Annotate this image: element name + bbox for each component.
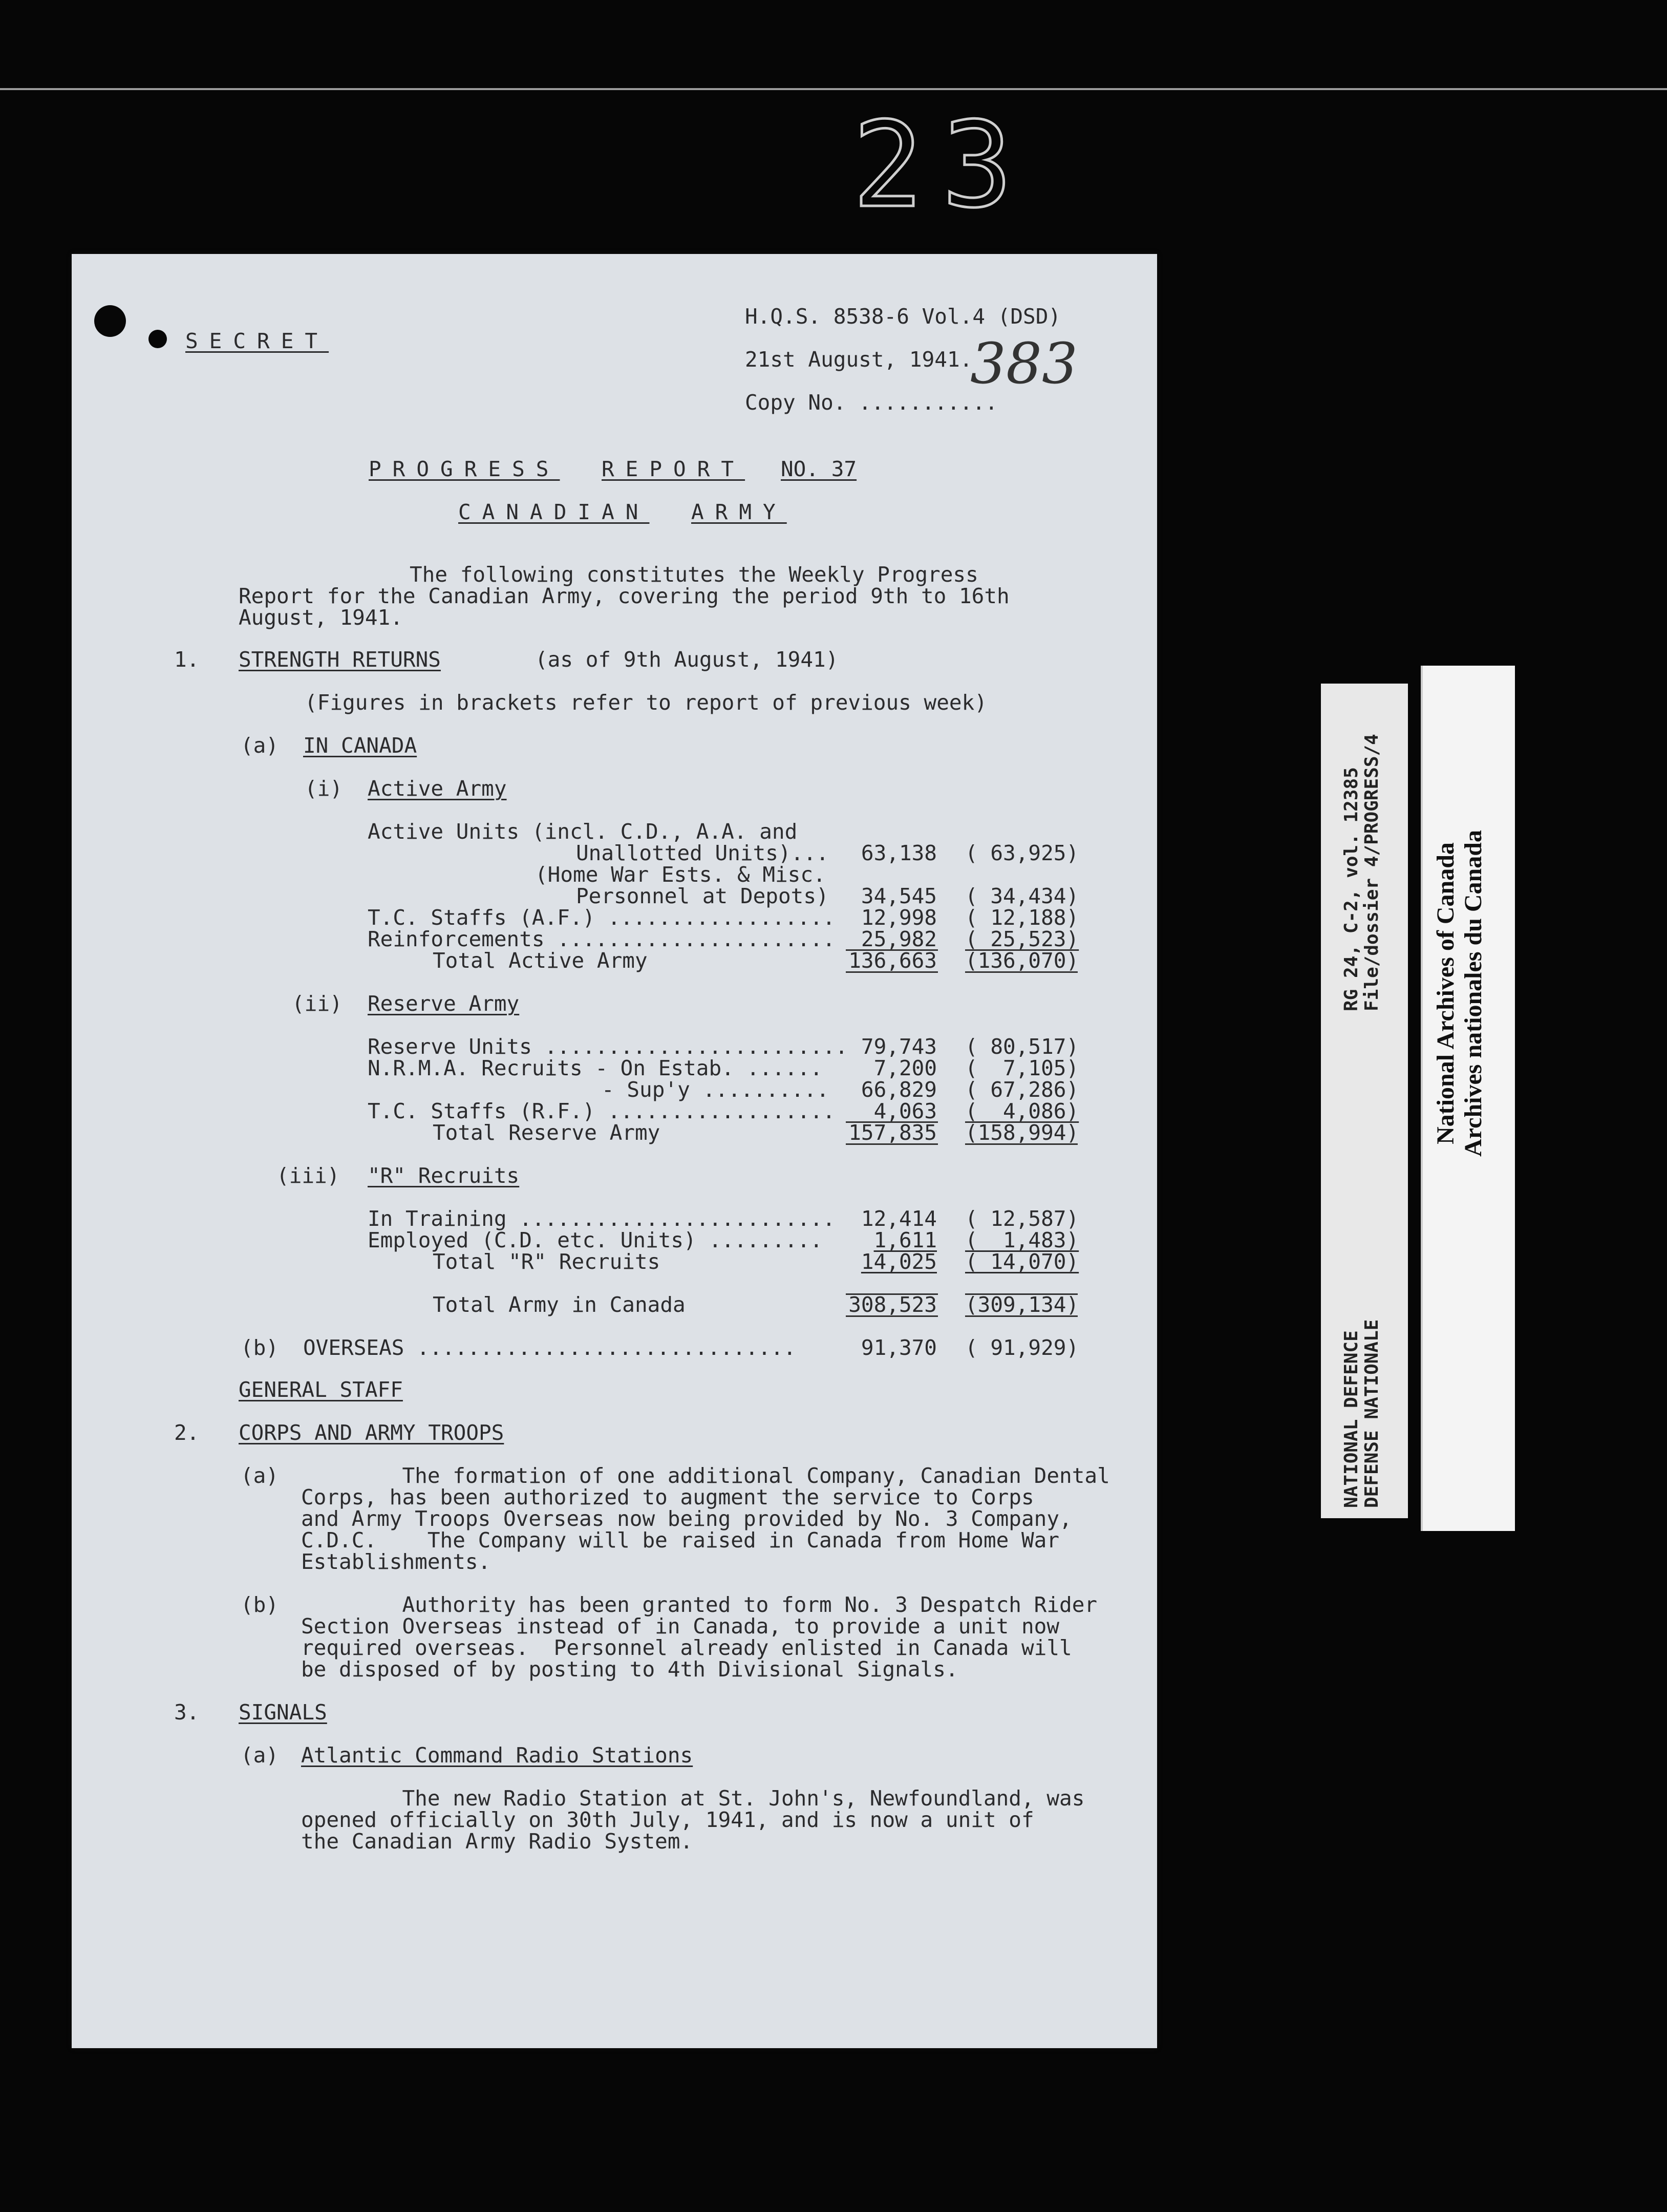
frame-number: 23	[852, 97, 1031, 234]
para-line: opened officially on 30th July, 1941, and is now a unit of	[301, 1807, 1034, 1832]
para-line: Establishments.	[301, 1549, 491, 1574]
row-value: 12,414	[861, 1206, 937, 1231]
total-prev: (158,994)	[965, 1120, 1079, 1145]
report-date: 21st August, 1941.	[745, 347, 973, 372]
total-prev: ( 14,070)	[965, 1249, 1079, 1274]
para-title: Atlantic Command Radio Stations	[301, 1743, 693, 1768]
grand-total-label: Total Army in Canada	[433, 1292, 686, 1317]
row-label: T.C. Staffs (A.F.) ..................	[368, 905, 836, 930]
subsection-title: IN CANADA	[303, 733, 417, 758]
section-number: 2.	[174, 1420, 200, 1445]
row-label: Personnel at Depots)	[576, 884, 829, 908]
overseas-prev: ( 91,929)	[965, 1335, 1079, 1360]
total-value: 14,025	[861, 1249, 937, 1274]
group-title: Active Army	[368, 776, 507, 801]
title-number: NO. 37	[781, 457, 857, 481]
para-line: and Army Troops Overseas now being provided by No. 3 Company,	[301, 1506, 1072, 1531]
row-prev: ( 12,188)	[965, 905, 1079, 930]
total-label: Total Active Army	[433, 948, 648, 973]
row-prev: ( 80,517)	[965, 1034, 1079, 1059]
as-of-date: (as of 9th August, 1941)	[535, 647, 839, 672]
archive-reference-strip	[1321, 684, 1408, 1518]
row-value: 79,743	[861, 1034, 937, 1059]
total-value: 157,835	[848, 1120, 937, 1145]
row-label: (Home War Ests. & Misc.	[535, 862, 826, 887]
para-line: the Canadian Army Radio System.	[301, 1829, 693, 1854]
archive-name-fr: Archives nationales du Canada	[1460, 830, 1487, 1157]
row-value: 12,998	[861, 905, 937, 930]
group-label: (iii)	[276, 1163, 340, 1188]
row-prev: ( 4,086)	[965, 1099, 1079, 1123]
para-line: The formation of one additional Company, Canadian Dental	[301, 1463, 1110, 1488]
film-edge-line	[0, 88, 1667, 90]
total-value: 136,663	[848, 948, 937, 973]
para-label: (a)	[241, 1463, 279, 1488]
row-prev: ( 63,925)	[965, 841, 1079, 865]
total-label: Total Reserve Army	[433, 1120, 660, 1145]
grand-total-prev: (309,134)	[965, 1292, 1079, 1317]
file-reference: H.Q.S. 8538-6 Vol.4 (DSD)	[745, 304, 1061, 329]
intro-line: Report for the Canadian Army, covering the period 9th to 16th	[239, 584, 1010, 608]
para-line: Section Overseas instead of in Canada, to provide a unit now	[301, 1614, 1060, 1639]
overseas-value: 91,370	[861, 1335, 937, 1360]
archive-name	[1432, 712, 1487, 1275]
section-number: 3.	[174, 1700, 200, 1725]
title-progress: PROGRESS	[369, 457, 560, 481]
subsection-label: (b)	[241, 1335, 279, 1360]
title-report: REPORT	[602, 457, 745, 481]
row-prev: ( 12,587)	[965, 1206, 1079, 1231]
intro-line: The following constitutes the Weekly Progress	[410, 562, 978, 587]
overseas-label: OVERSEAS ..............................	[303, 1335, 796, 1360]
archive-ref	[1341, 734, 1382, 1011]
section-title: CORPS AND ARMY TROOPS	[239, 1420, 504, 1445]
row-label: - Sup'y ..........	[602, 1077, 829, 1102]
row-prev: ( 1,483)	[965, 1228, 1079, 1252]
row-prev: ( 7,105)	[965, 1056, 1079, 1080]
row-value: 34,545	[861, 884, 937, 908]
section-number: 1.	[174, 647, 200, 672]
handwritten-page-number: 383	[970, 331, 1078, 396]
grand-total-value: 308,523	[848, 1292, 937, 1317]
classification: SECRET	[185, 329, 329, 353]
section-title: STRENGTH RETURNS	[239, 647, 441, 672]
total-label: Total "R" Recruits	[433, 1249, 660, 1274]
row-label: Active Units (incl. C.D., A.A. and	[368, 819, 798, 844]
para-label: (b)	[241, 1592, 279, 1617]
department-name	[1341, 1320, 1382, 1508]
group-title: Reserve Army	[368, 991, 520, 1016]
row-label: N.R.M.A. Recruits - On Estab. ......	[368, 1056, 823, 1080]
general-staff-heading: GENERAL STAFF	[239, 1377, 403, 1402]
para-line: The new Radio Station at St. John's, Newfoundland, was	[301, 1786, 1085, 1811]
para-line: Authority has been granted to form No. 3 Despatch Rider	[301, 1592, 1098, 1617]
row-label: In Training .........................	[368, 1206, 836, 1231]
row-value: 4,063	[873, 1099, 937, 1123]
para-label: (a)	[241, 1743, 279, 1768]
archive-name-strip	[1421, 666, 1515, 1531]
punch-hole	[94, 305, 126, 337]
row-value: 66,829	[861, 1077, 937, 1102]
document-page	[72, 254, 1157, 2048]
department-line: DEFENSE NATIONALE	[1361, 1319, 1382, 1508]
total-prev: (136,070)	[965, 948, 1079, 973]
row-label: Reserve Units ........................	[368, 1034, 848, 1059]
archive-ref-line: File/dossier 4/PROGRESS/4	[1361, 734, 1382, 1011]
para-line: C.D.C. The Company will be raised in Canada from Home War	[301, 1528, 1060, 1552]
intro-line: August, 1941.	[239, 605, 403, 630]
para-line: be disposed of by posting to 4th Divisional Signals.	[301, 1657, 958, 1682]
department-line: NATIONAL DEFENCE	[1341, 1330, 1362, 1508]
row-value: 63,138	[861, 841, 937, 865]
title-canadian: CANADIAN	[458, 500, 650, 524]
bracket-note: (Figures in brackets refer to report of previous week)	[305, 690, 987, 715]
group-title: "R" Recruits	[368, 1163, 520, 1188]
group-label: (ii)	[292, 991, 343, 1016]
copy-number: Copy No. ...........	[745, 390, 998, 415]
row-label: T.C. Staffs (R.F.) ..................	[368, 1099, 836, 1123]
group-label: (i)	[305, 776, 343, 801]
row-prev: ( 25,523)	[965, 927, 1079, 951]
row-label: Reinforcements ......................	[368, 927, 836, 951]
subsection-label: (a)	[241, 733, 279, 758]
punch-hole-small	[148, 330, 167, 348]
para-line: Corps, has been authorized to augment the service to Corps	[301, 1485, 1034, 1509]
row-value: 7,200	[873, 1056, 937, 1080]
archive-ref-line: RG 24, C-2, vol. 12385	[1341, 767, 1362, 1011]
row-prev: ( 34,434)	[965, 884, 1079, 908]
row-prev: ( 67,286)	[965, 1077, 1079, 1102]
section-title: SIGNALS	[239, 1700, 327, 1725]
row-value: 25,982	[861, 927, 937, 951]
row-label: Employed (C.D. etc. Units) .........	[368, 1228, 823, 1252]
row-label: Unallotted Units)...	[576, 841, 829, 865]
archive-name-en: National Archives of Canada	[1432, 842, 1459, 1144]
para-line: required overseas. Personnel already enlisted in Canada will	[301, 1635, 1072, 1660]
title-army: ARMY	[691, 500, 787, 524]
row-value: 1,611	[873, 1228, 937, 1252]
